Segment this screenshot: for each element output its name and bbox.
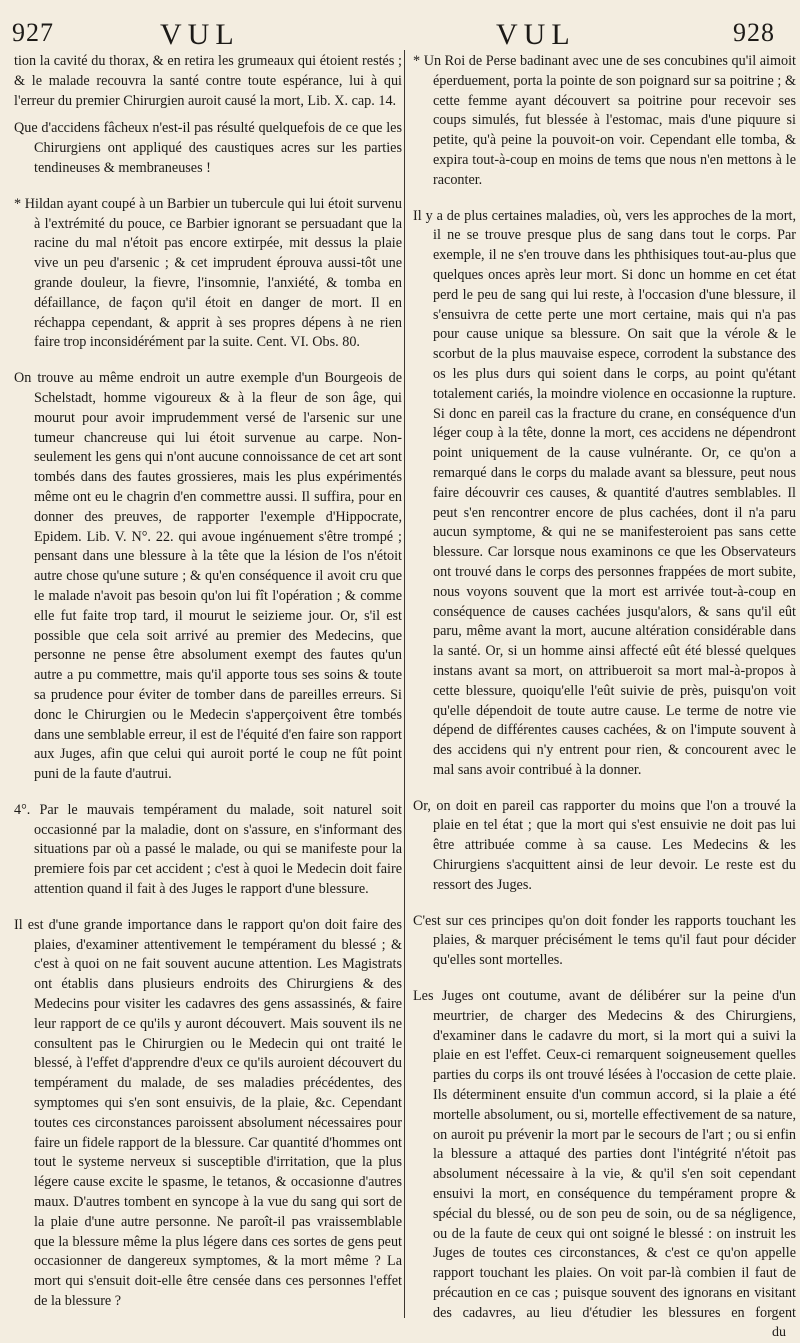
paragraph: C'est sur ces principes qu'on doit fonder les rapports touchant les plaies, & marquer précisément le tems qu'il faut pour décider qu'elles sont mortelles.	[413, 912, 796, 969]
header-word-right: VUL	[496, 18, 576, 51]
paragraph: 4°. Par le mauvais tempérament du malade, soit naturel soit occasionné par la maladie, dont on s'assure, en s'informant des situations par où a passé le malade, ou qui se manifeste pour la premiere fois par cet accident ; c'est à quoi le Medecin doit faire attention quand il fait à des Juges le rapport d'une blessure.	[14, 801, 402, 898]
paragraph: Les Juges ont coutume, avant de délibérer sur la peine d'un meurtrier, de charger des Medecins & des Chirurgiens, d'examiner dans le cadavre du mort, si la mort qui a suivi la plaie en est l'effet. Ceux-ci remarquent soigneusement quelles parties du corps ils ont trouvé lésées à l'occasion de cette plaie. Ils déterminent ensuite d'un commun accord, si la plaie a été mortelle absolument, ou si, mortelle effectivement de sa nature, on auroit pu prévenir la mort par le secours de l'art ; ou si enfin la blessure a attaqué des parties dont l'intégrité n'étoit pas absolument nécessaire à la vie, & qu'il s'en soit cependant ensuivi la mort, en conséquence du tempérament propre & spécial du blessé, ou de son peu de soin, ou de sa négligence, ou de la faute de ceux qui ont soigné le blessé : on instruit les Juges de toutes ces circonstances, & c'est ce qu'on appelle rapport touchant les plaies. On voit par-là combien il faut de précaution en ce cas ; puisque souvent des ignorans en visitant des cadavres, au lieu d'étudier les blessures en forgent	[413, 988, 796, 1321]
paragraph: Or, on doit en pareil cas rapporter du moins que l'on a trouvé la plaie en tel état ; que la mort qui s'est ensuivie ne doit pas lui être attribuée comme à sa cause. Les Medecins & les Chirurgiens s'acquittent ainsi de leur devoir. Le reste est du ressort des Juges.	[413, 797, 796, 893]
paragraph: Il est d'une grande importance dans le rapport qu'on doit faire des plaies, d'examiner attentivement le tempérament du blessé ; & c'est à quoi on ne fait souvent aucune attention. Les Magistrats ont établis dans plusieurs endroits des Chirurgiens & des Medecins pour visiter les cadavres des gens assassinés, & faire leur rapport de ce qu'ils y auront découvert. Mais souvent ils ne consultent pas le Chirurgien ou le Medecin qui ont traité le blessé, à l'effet d'apprendre d'eux ce qu'ils auroient découvert du tempérament du malade, de ses maladies précédentes, des symptomes qui s'en sont ensuivis, de la plaie, &c. Cependant toutes ces circonstances paroissent absolument nécessaires pour faire un fidele rapport de la blessure. Car quantité d'hommes ont tout le systeme nerveux si susceptible d'irritation, que la plus légere cause excite le spasme, le tetanos, & occasionne d'autres maux. D'autres tombent en syncope à la vue du sang qui sort de la plaie d'une autre personne. Ne paroît-il pas vraissemblable que la blessure même la plus légere dans ces sortes de gens peut occasionner de dangereux symptomes, & la mort même ? La mort qui s'ensuit doit-elle être censée dans ces personnes l'effet de la blessure ?	[14, 916, 402, 1310]
catchword: du	[772, 1325, 786, 1340]
column-divider	[404, 50, 405, 1318]
page-number-right: 928	[733, 18, 775, 47]
page-number-left: 927	[12, 18, 54, 47]
header-word-left: VUL	[160, 18, 240, 51]
paragraph: On trouve au même endroit un autre exemple d'un Bourgeois de Schelstadt, homme vigoureux & à la fleur de son âge, qui mourut pour avoir imprudemment versé de l'arsenic sur une tumeur chancreuse qui lui étoit survenue au carpe. Non-seulement les gens qui n'ont aucune connoissance de cet art sont tombés dans des fautes grossieres, mais les plus expérimentés même ont eu le chagrin d'en commettre aussi. Il suffira, pour en donner des preuves, de rapporter l'exemple d'Hippocrate, Epidem. Lib. V. N°. 22. qui avoue ingénuement s'être trompé ; pensant dans une blessure à la tête que la lésion de l'os n'étoit autre chose qu'une suture ; & qu'en conséquence il avoit cru que le malade n'avoit pas besoin qu'on lui fît l'opération ; & comme elle fut faite trop tard, il mourut le seizieme jour. Or, s'il est possible que cela soit arrivé au premier des Medecins, que personne ne pense être absolument exempt des fautes qu'un autre a pu commettre, mais qu'il apporte tous ses soins & toute sa prudence pour éviter de tomber dans de pareilles erreurs. Si donc le Chirurgien ou le Medecin s'apperçoivent être tombés dans une semblable erreur, il est de l'équité d'en faire son rapport aux Juges, afin que celui qui auroit porté le coup ne fût point puni de la faute d'autrui.	[14, 370, 402, 783]
paragraph: tion la cavité du thorax, & en retira les grumeaux qui étoient restés ; & le malade recouvra la santé contre toute espérance, lui à qui l'erreur du premier Chirurgien auroit causé la mort, Lib. X. cap. 14.	[14, 53, 402, 109]
paragraph: Il y a de plus certaines maladies, où, vers les approches de la mort, il ne se trouve presque plus de sang dans tout le corps. Par exemple, il ne s'en trouve dans les phthisiques tout-au-plus que quelques onces après leur mort. Si donc un homme en cet état perd le peu de sang qui lui reste, à l'occasion d'une blessure, il s'ensuivra de cette perte une mort certaine, mais qui n'a pas pour cause unique sa blessure. On sait que la vérole & le scorbut de la plus mauvaise espece, corrodent la substance des os les plus durs qui soient dans le corps, au point qu'étant totalement cariés, la moindre violence en occasionne la rupture. Si donc en pareil cas la fracture du crane, en conséquence d'un léger coup à la tête, donne la mort, ces accidens ne dépendront point uniquement de la cause vulnérante. Or, ce qu'on a remarqué dans le corps du malade avant sa blessure, peut nous faire découvrir ces causes, & quantité d'autres semblables. Il peut s'en rencontrer encore de plus cachées, dont il n'a paru aucun symptome, & qui ne se manifesteroient pas sans cette blessure. Car lorsque nous examinons ce que les Observateurs ont trouvé dans le corps des personnes frappées de mort subite, nous voyons souvent que la mort est arrivée tout-à-coup en conséquence de causes cachées jusqu'alors, & sans qu'il eût paru, même avant la mort, aucune altération considérable dans la santé. Or, si un homme ainsi affecté eût été blessé quelques instans avant sa mort, on attribueroit sa mort mal-à-propos à cette blessure, quoiqu'elle l'eût suivie de près, puisqu'on voit qu'elle dépendoit de toute autre cause. Le terme de notre vie dépend de différentes causes cachées, & on l'impute souvent à des accidens qui n'y entrent pour rien, & concourent avec le mal sans avoir contribué à la donner.	[413, 207, 796, 778]
paragraph: Que d'accidens fâcheux n'est-il pas résulté quelquefois de ce que les Chirurgiens ont appliqué des caustiques acres sur les parties tendineuses & membraneuses !	[14, 120, 402, 176]
paragraph: * Hildan ayant coupé à un Barbier un tubercule qui lui étoit survenu à l'extrémité du pouce, ce Barbier ignorant se persuadant que la racine du mal n'étoit pas encore extirpée, mit dessus la plaie vive un peu d'arsenic ; & cet imprudent éprouva aussi-tôt une grande douleur, la fievre, l'insomnie, l'anxiété, & tomba en défaillance, de façon qu'il étoit en danger de mort. Il en réchappa cependant, & apprit à ses propres dépens à ne rien faire trop inconsidérément par la suite. Cent. VI. Obs. 80.	[14, 195, 402, 351]
paragraph: * Un Roi de Perse badinant avec une de ses concubines qu'il aimoit éperduement, porta la pointe de son poignard sur sa poitrine ; & cette femme ayant découvert sa poitrine pour recevoir ses coups simulés, fut blessée à l'estomac, mais d'une piquure si petite, qu'à peine la pouvoit-on voir. Cependant elle tomba, & expira tout-à-coup en moins de tems que nous n'en mettons à le raconter.	[413, 53, 796, 188]
left-column	[14, 52, 402, 1322]
right-column	[413, 52, 796, 1322]
